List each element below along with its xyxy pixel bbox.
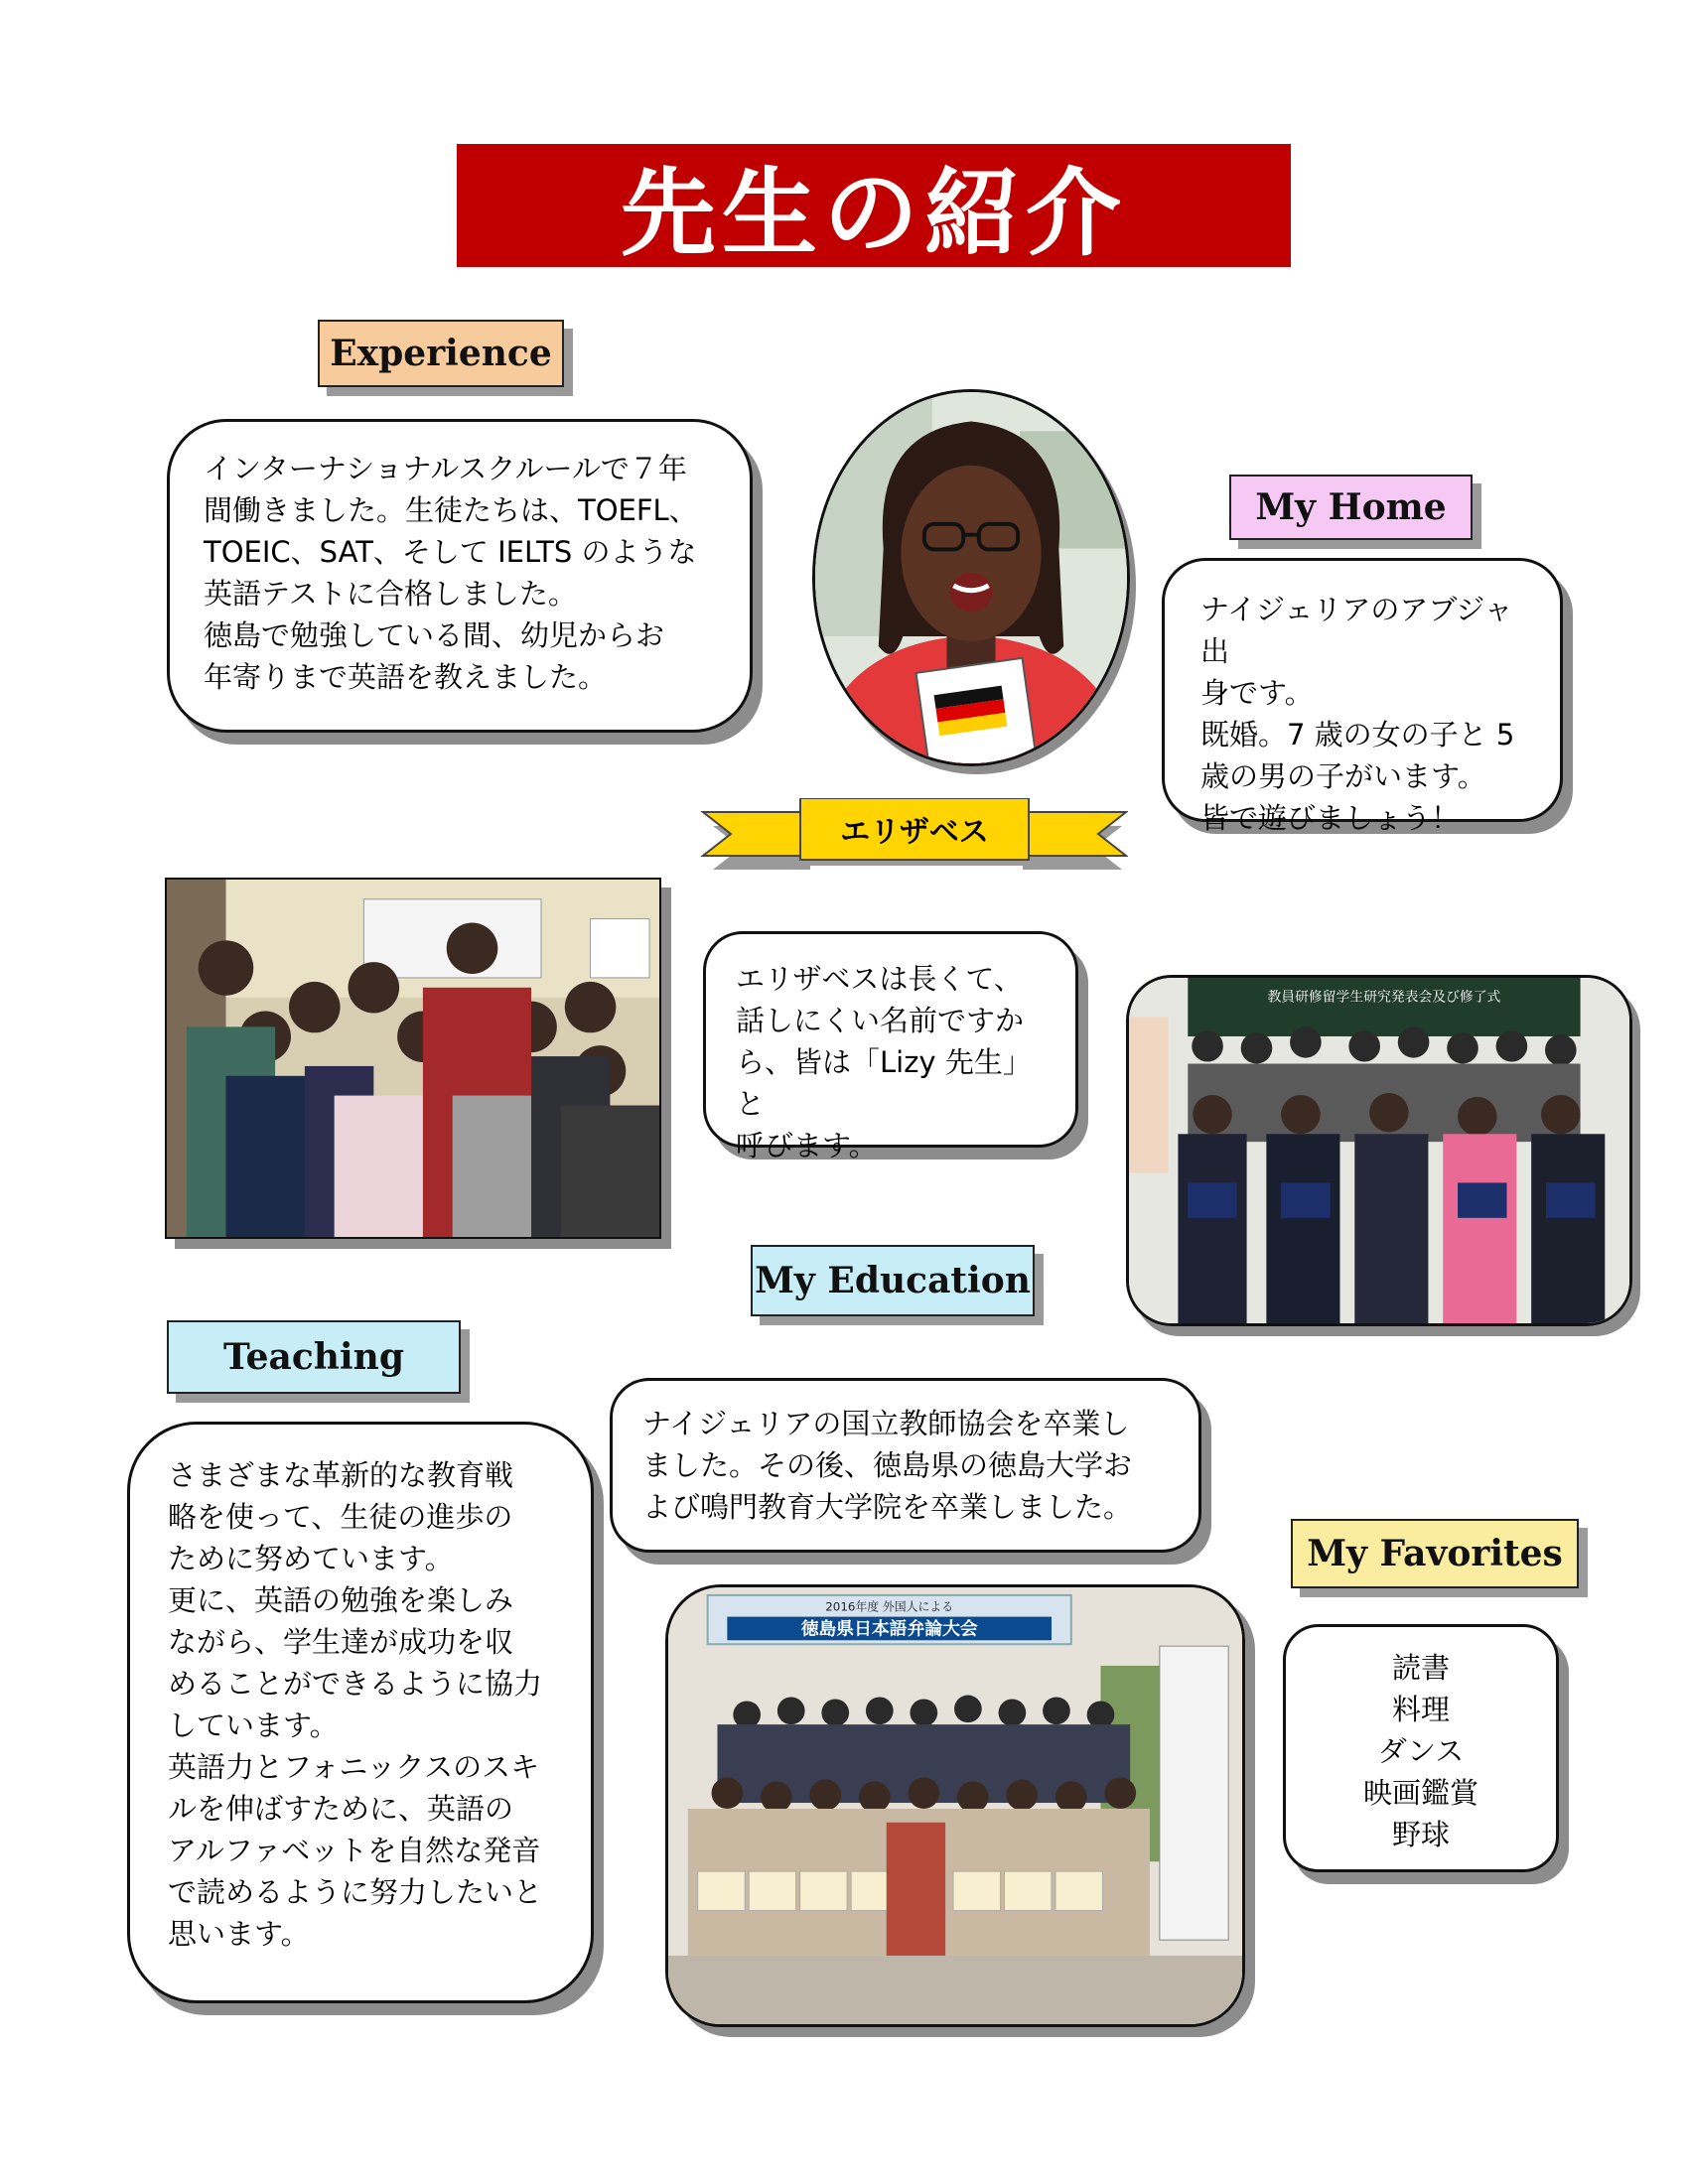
teaching-text-box: さまざまな革新的な教育戦 略を使って、生徒の進歩の ために努めています。 更に、英語の勉強を楽しみ ながら、学生達が成功を収 めることができるように協力 しています。 英語力とフォニックスのスキ ルを伸ばすために、英語の アルファベットを自然な発音 で読めるように努力したいと 思います。 xyxy=(127,1422,594,2003)
experience-label: Experience xyxy=(318,320,564,387)
favorite-item: ダンス xyxy=(1377,1734,1465,1768)
favorite-item: 料理 xyxy=(1391,1693,1450,1726)
speech-contest-photo xyxy=(665,1584,1245,2027)
speech-banner-line1: 2016年度 外国人による xyxy=(825,1599,954,1614)
favorite-item: 映画鑑賞 xyxy=(1362,1776,1478,1810)
my-education-label: My Education xyxy=(751,1245,1035,1316)
page-title: 先生の紹介 xyxy=(457,144,1291,267)
teaching-label: Teaching xyxy=(167,1320,461,1394)
ceremony-banner-text: 教員研修留学生研究発表会及び修了式 xyxy=(1267,989,1501,1006)
favorite-item: 野球 xyxy=(1391,1818,1450,1851)
graduation-ceremony-photo xyxy=(1126,975,1632,1326)
name-note-text-box: エリザベスは長くて、 話しにくい名前ですか ら、皆は「Lizy 先生」と 呼びます。 xyxy=(703,931,1078,1148)
my-favorites-list-box xyxy=(1283,1624,1559,1872)
name-ribbon xyxy=(701,798,1128,874)
my-favorites-label: My Favorites xyxy=(1291,1519,1579,1588)
my-home-text-box: ナイジェリアのアブジャ出 身です。 既婚。7 歳の女の子と 5 歳の男の子がいます。 皆で遊びましょう！ xyxy=(1162,558,1563,822)
favorite-item: 読書 xyxy=(1391,1651,1450,1685)
teacher-portrait-photo xyxy=(812,389,1130,766)
speech-banner-line2: 徳島県日本語弁論大会 xyxy=(800,1618,978,1640)
my-home-label: My Home xyxy=(1229,475,1473,540)
teacher-name: エリザベス xyxy=(840,815,989,850)
experience-text-box: インターナショナルスクルールで７年 間働きました。生徒たちは、TOEFL、 TOEIC、SAT、そして IELTS のような 英語テストに合格しました。 徳島で勉強している間、幼児からお 年寄りまで英語を教えました。 xyxy=(167,419,753,733)
classroom-photo xyxy=(165,878,661,1239)
my-education-text-box: ナイジェリアの国立教師協会を卒業し ました。その後、徳島県の徳島大学お よび鳴門教育大学院を卒業しました。 xyxy=(610,1378,1201,1553)
